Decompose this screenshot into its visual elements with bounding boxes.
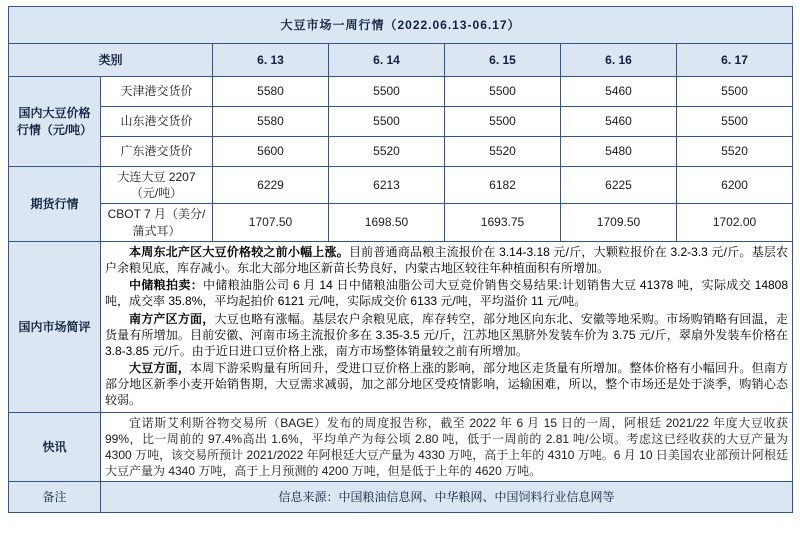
remark-text: 信息来源：中国粮油信息网、中华粮网、中国饲料行业信息网等 (101, 482, 793, 513)
table-row (9, 77, 793, 107)
cell-tianjin-0616: 5460 (561, 77, 677, 107)
row-label-cbot-july: CBOT 7 月（美分/蒲式耳） (101, 204, 213, 241)
cell-tianjin-0614: 5500 (329, 77, 445, 107)
table-row (9, 167, 793, 204)
section-label-domestic-prices: 国内大豆价格行情（元/吨） (9, 77, 101, 167)
cell-guangdong-0617: 5520 (677, 137, 793, 167)
cell-shandong-0615: 5500 (445, 107, 561, 137)
commentary-lead: 大豆方面， (129, 361, 191, 376)
cell-tianjin-0617: 5500 (677, 77, 793, 107)
table-title-row (9, 7, 793, 44)
cell-shandong-0617: 5500 (677, 107, 793, 137)
section-label-futures: 期货行情 (9, 167, 101, 242)
commentary-text: 本周下游采购量有所回升，受进口豆价格上涨的影响，部分地区走货量有所增加。整体价格有小幅回升。但南方部分地区新季小麦开始销售期，大豆需求减弱，加之部分地区受疫情影响，运输困难，所以，整个市场还是处于淡季，购销心态较弱。 (105, 361, 789, 408)
news-body (101, 412, 793, 482)
row-label-shandong: 山东港交货价 (101, 107, 213, 137)
cell-guangdong-0614: 5520 (329, 137, 445, 167)
table-header-row (9, 44, 793, 77)
table-row (9, 482, 793, 513)
cell-dalian-0617: 6200 (677, 167, 793, 204)
cell-shandong-0613: 5580 (213, 107, 329, 137)
cell-cbot-0613: 1707.50 (213, 204, 329, 241)
commentary-text: 大豆也略有涨幅。基层农户余粮见底，库存转空，部分地区向东北、安徽等地采购。市场购销略有回温，走货量有所增加。目前安徽、河南市场主流报价多在 3.35-3.5 元/斤，江苏地区黑脐外发装车价为 3.75 元/斤，翠扇外发装车价格在 3.8-3.85 元/斤。由于近日进口豆价格上涨，南方市场整体销量较之前有所增加。 (105, 311, 789, 358)
commentary-paragraph (105, 277, 788, 309)
commentary-paragraph (105, 311, 788, 360)
commentary-text: 中储粮油脂公司 6 月 14 日中储粮油脂公司大豆竞价销售交易结果:计划销售大豆 41378 吨，实际成交 14808 吨，成交率 35.8%，平均起拍价 6121 元/吨，实际成交价 6133 元/吨，平均溢价 11 元/吨。 (105, 278, 789, 309)
commentary-paragraph (105, 244, 788, 276)
cell-cbot-0615: 1693.75 (445, 204, 561, 241)
date-header-0613: 6. 13 (213, 44, 329, 77)
cell-shandong-0616: 5460 (561, 107, 677, 137)
date-header-0617: 6. 17 (677, 44, 793, 77)
cell-dalian-0614: 6213 (329, 167, 445, 204)
cell-guangdong-0613: 5600 (213, 137, 329, 167)
table-row (9, 412, 793, 482)
row-label-guangdong: 广东港交货价 (101, 137, 213, 167)
cell-guangdong-0616: 5480 (561, 137, 677, 167)
cell-dalian-0615: 6182 (445, 167, 561, 204)
row-label-dalian-2207: 大连大豆 2207（元/吨） (101, 167, 213, 204)
page-title: 大豆市场一周行情（2022.06.13-06.17） (9, 7, 793, 44)
table-row (9, 241, 793, 412)
table-row (9, 204, 793, 241)
commentary-lead: 南方产区方面， (129, 311, 215, 326)
news-paragraph: 宜诺斯艾利斯谷物交易所（BAGE）发布的周度报告称，截至 2022 年 6 月 15 日的一周，阿根廷 2021/22 年度大豆收获 99%，比一周前的 97.4%高出 1.6%，平均单产为每公顷 2.80 吨，低于一周前的 2.81 吨/公顷。考虑这已经收获的大豆产量为 4300 万吨，该交易所预计 2021/2022 年阿根廷大豆产量为 4330 万吨，高于上年的 4310 万吨。6 月 10 日美国农业部预计阿根廷大豆产量为 4340 万吨，高于上月预测的 4200 万吨，但是低于上年的 4620 万吨。 (105, 415, 789, 479)
cell-tianjin-0615: 5500 (445, 77, 561, 107)
date-header-0616: 6. 16 (561, 44, 677, 77)
commentary-body (101, 241, 793, 412)
date-header-0615: 6. 15 (445, 44, 561, 77)
commentary-paragraph (105, 360, 788, 409)
cell-tianjin-0613: 5580 (213, 77, 329, 107)
cell-cbot-0614: 1698.50 (329, 204, 445, 241)
category-header: 类别 (9, 44, 213, 77)
commentary-lead: 本周东北产区大豆价格较之前小幅上涨。 (129, 244, 349, 259)
cell-cbot-0617: 1702.00 (677, 204, 793, 241)
date-header-0614: 6. 14 (329, 44, 445, 77)
section-label-commentary: 国内市场简评 (9, 241, 101, 412)
commentary-text: 目前普通商品粮主流报价在 3.14-3.18 元/斤，大颗粒报价在 3.2-3.3 元/斤。基层农户余粮见底，库存减小。东北大部分地区新苗长势良好，内蒙古地区较往年种植面积有所增加。 (105, 244, 789, 275)
cell-cbot-0616: 1709.50 (561, 204, 677, 241)
cell-guangdong-0615: 5520 (445, 137, 561, 167)
cell-dalian-0613: 6229 (213, 167, 329, 204)
cell-dalian-0616: 6225 (561, 167, 677, 204)
cell-shandong-0614: 5500 (329, 107, 445, 137)
commentary-lead: 中储粮拍卖： (129, 278, 204, 293)
table-row (9, 107, 793, 137)
row-label-tianjin: 天津港交货价 (101, 77, 213, 107)
section-label-news: 快讯 (9, 412, 101, 482)
table-row (9, 137, 793, 167)
section-label-remark: 备注 (9, 482, 101, 513)
soybean-market-table (8, 6, 793, 513)
